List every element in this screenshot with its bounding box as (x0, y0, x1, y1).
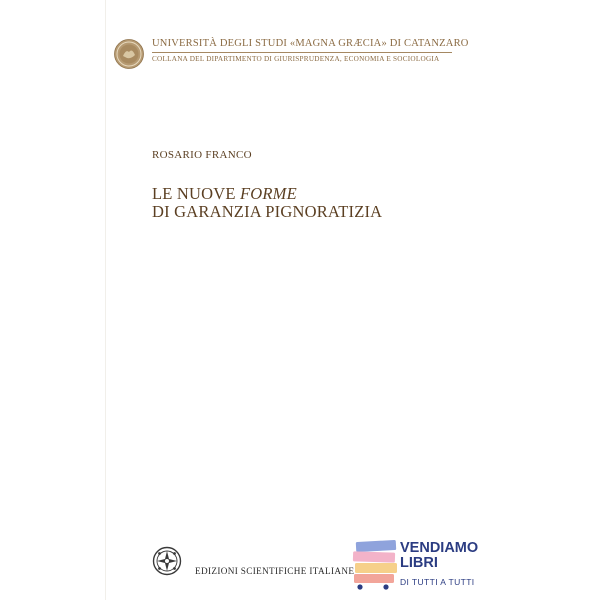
watermark-line-2: LIBRI (400, 555, 438, 571)
title-line-2: DI GARANZIA PIGNORATIZIA (152, 202, 383, 221)
header-rule (152, 52, 452, 53)
university-seal-icon (114, 39, 144, 69)
author-name: ROSARIO FRANCO (152, 149, 252, 161)
series-name: COLLANA DEL DIPARTIMENTO DI GIURISPRUDENZA, ECONOMIA E SOCIOLOGIA (152, 55, 440, 63)
watermark-line-1: VENDIAMO (400, 540, 479, 556)
publisher-emblem-icon (152, 546, 182, 576)
stacked-books-icon (352, 539, 400, 591)
university-name: UNIVERSITÀ DEGLI STUDI «MAGNA GRÆCIA» DI CATANZARO (152, 38, 469, 49)
watermark-brand (400, 541, 478, 571)
book-title (152, 185, 382, 221)
title-line-1-italic: FORME (239, 184, 297, 203)
publisher-name: EDIZIONI SCIENTIFICHE ITALIANE (195, 566, 355, 576)
watermark-tagline: DI TUTTI A TUTTI (400, 577, 475, 587)
title-line-1-prefix: LE NUOVE (152, 184, 240, 203)
title-line-1 (152, 185, 382, 203)
